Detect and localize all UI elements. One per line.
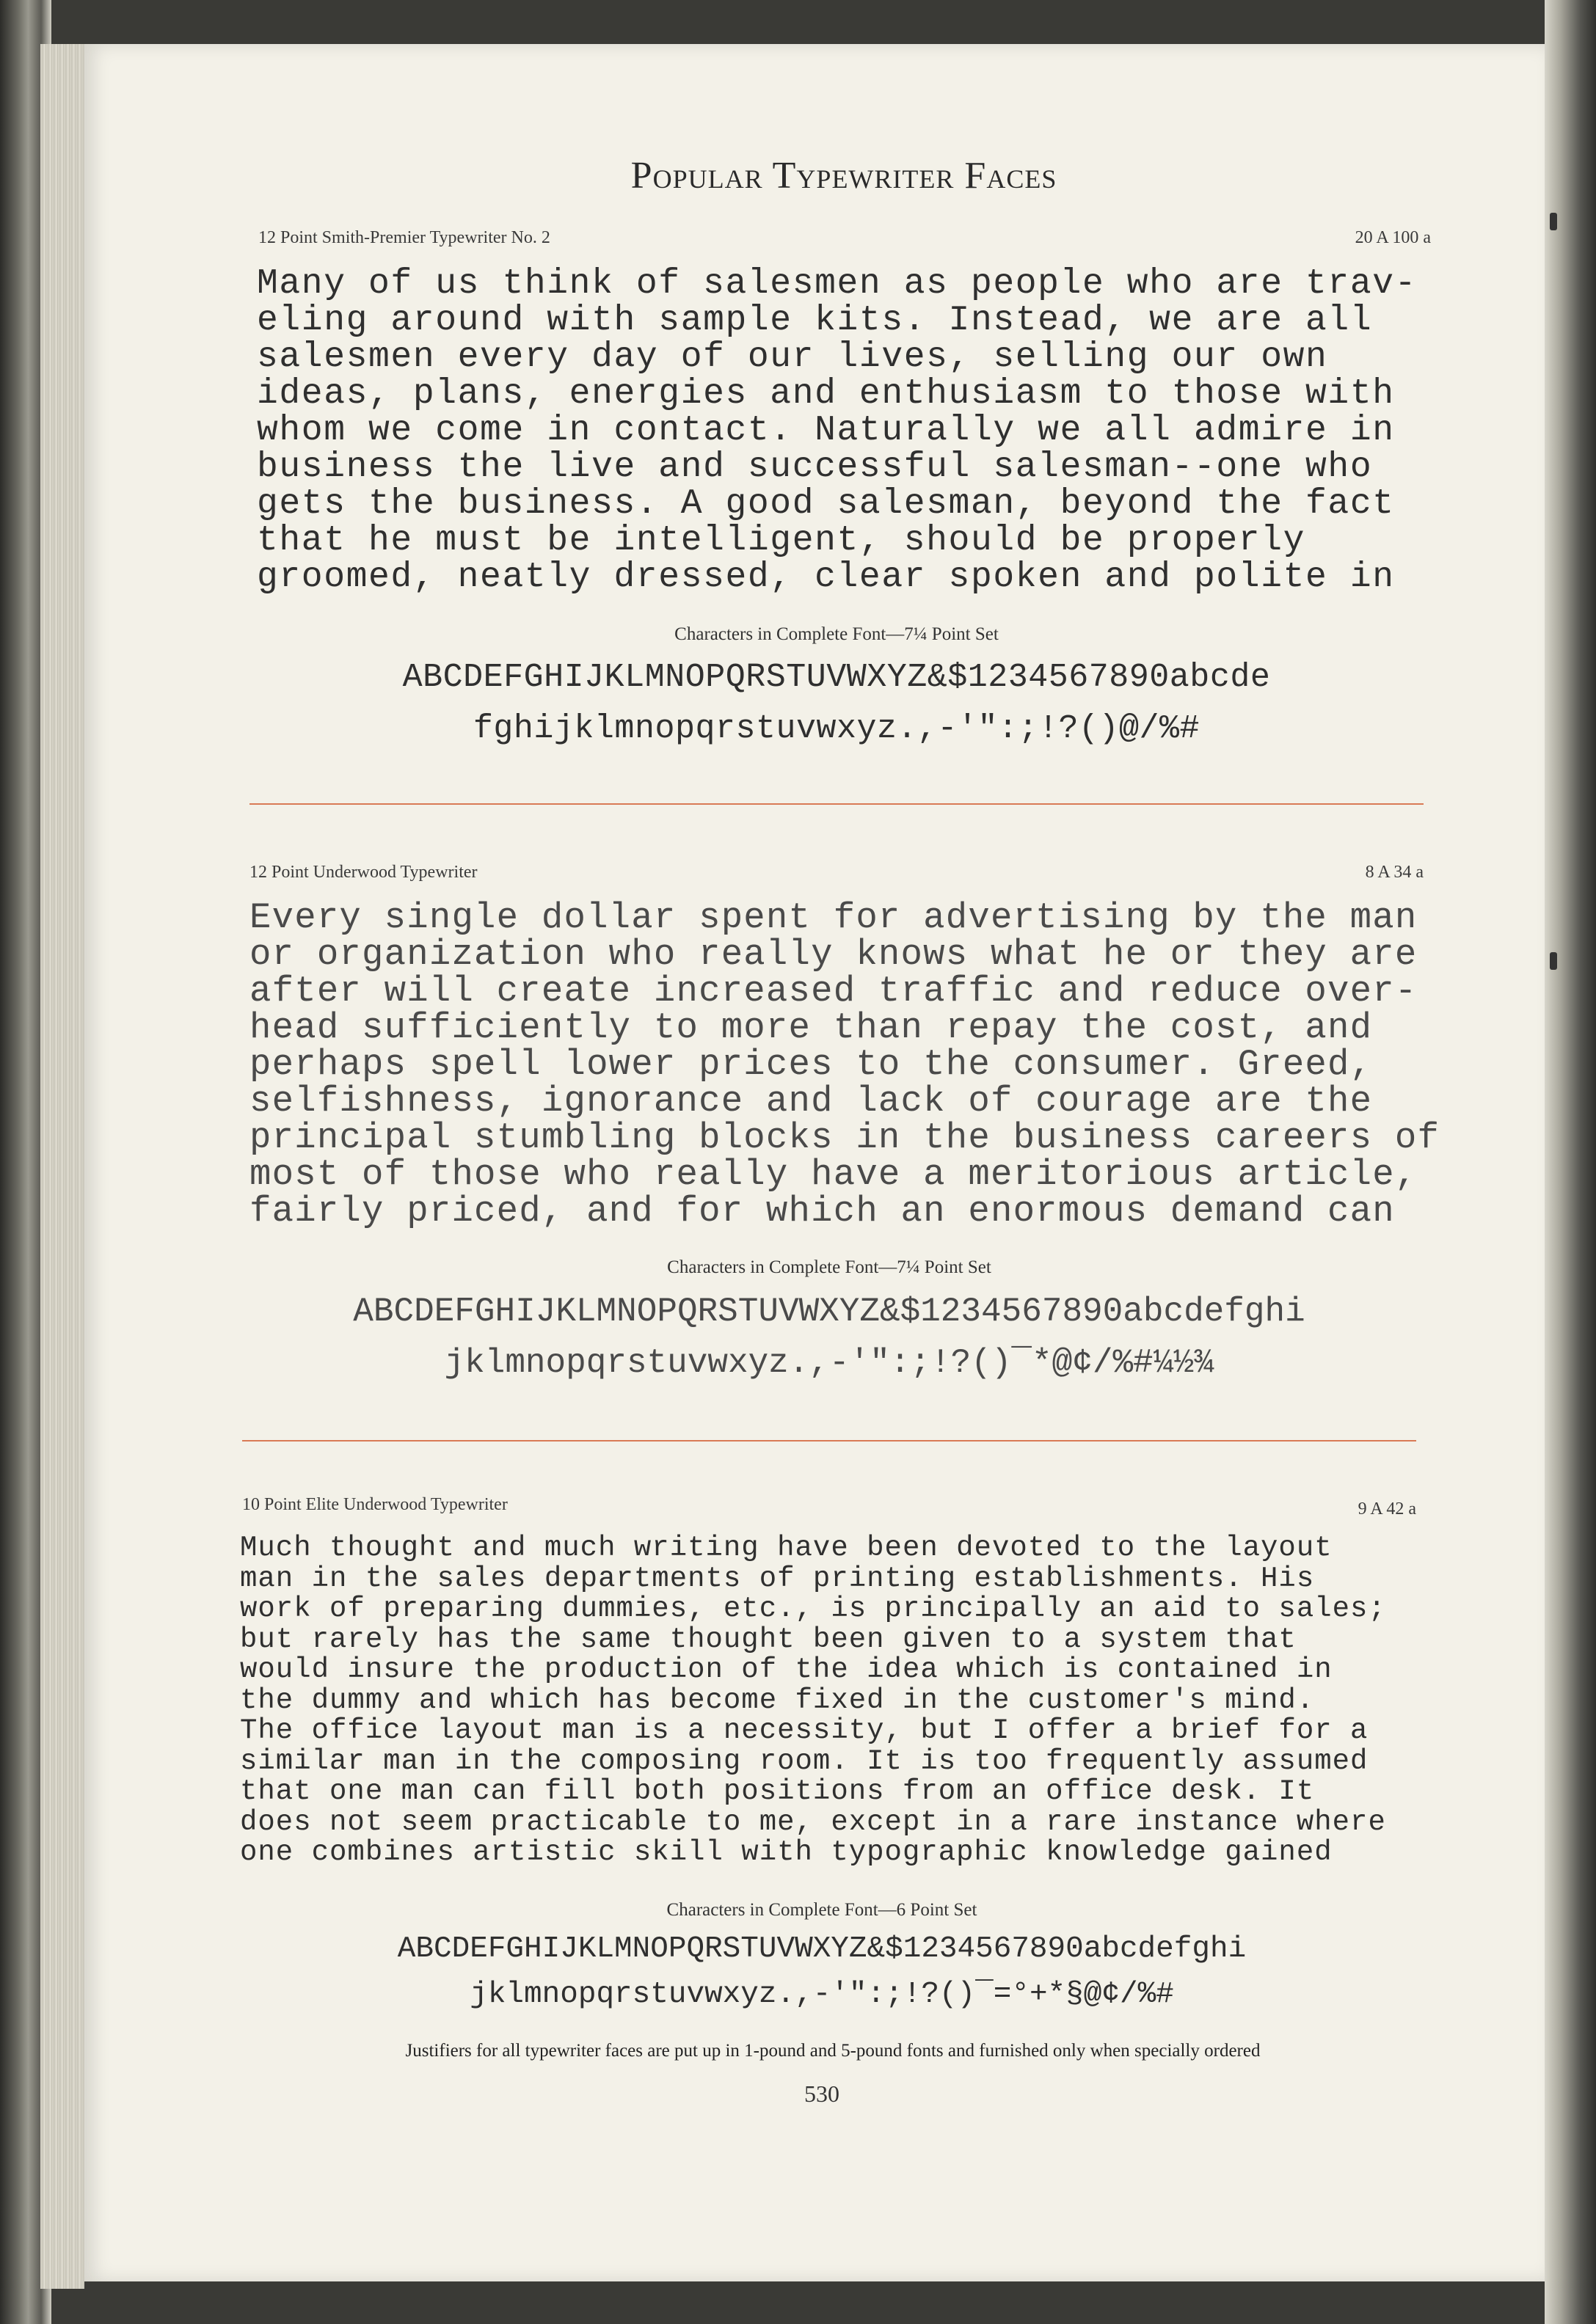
section-3-sample-text xyxy=(240,1533,1386,1868)
sample-line: groomed, neatly dressed, clear spoken and polite in xyxy=(257,558,1395,597)
sample-line: selfishness, ignorance and lack of courage are the xyxy=(249,1081,1373,1122)
sample-line: but rarely has the same thought been given to a system that xyxy=(240,1623,1297,1656)
section-2-font-sizes: 8 A 34 a xyxy=(1365,863,1424,882)
sample-line: business the live and successful salesman--one who xyxy=(257,447,1373,487)
section-3-charset-line-1: ABCDEFGHIJKLMNOPQRSTUVWXYZ&$1234567890abcdefghi xyxy=(397,1932,1247,1966)
sample-line: Every single dollar spent for advertising by the man xyxy=(249,897,1418,938)
footer-note: Justifiers for all typewriter faces are put up in 1-pound and 5-pound fonts and furnished only when specially ordered xyxy=(405,2041,1261,2061)
sample-line: fairly priced, and for which an enormous demand can xyxy=(249,1191,1395,1232)
section-1-charset-line-2: fghijklmnopqrstuvwxyz.,-'":;!?()@/%# xyxy=(473,710,1200,748)
sample-line: principal stumbling blocks in the business careers of xyxy=(249,1117,1440,1158)
sample-line: the dummy and which has become fixed in the customer's mind. xyxy=(240,1684,1315,1717)
page-title: Popular Typewriter Faces xyxy=(630,155,1057,197)
section-3-face-name: 10 Point Elite Underwood Typewriter xyxy=(242,1495,508,1514)
section-divider xyxy=(249,803,1424,805)
clip-mark xyxy=(1550,952,1557,970)
section-divider xyxy=(242,1440,1416,1441)
sample-line: most of those who really have a meritorious article, xyxy=(249,1154,1418,1195)
sample-line: eling around with sample kits. Instead, we are all xyxy=(257,301,1373,340)
section-2-charset-label: Characters in Complete Font—7¼ Point Set xyxy=(667,1257,991,1277)
sample-line: ideas, plans, energies and enthusiasm to those with xyxy=(257,374,1395,414)
sample-line: gets the business. A good salesman, beyond the fact xyxy=(257,484,1395,524)
section-1-sample-text xyxy=(257,266,1417,596)
sample-line: The office layout man is a necessity, but I offer a brief for a xyxy=(240,1714,1369,1747)
sample-line: perhaps spell lower prices to the consumer. Greed, xyxy=(249,1044,1373,1085)
page-stack-edges xyxy=(40,44,84,2289)
section-3-charset-line-2: jklmnopqrstuvwxyz.,-'":;!?()‾=°+*§@¢/%# xyxy=(470,1978,1174,2011)
sample-line: whom we come in contact. Naturally we all admire in xyxy=(257,411,1395,450)
section-2-face-name: 12 Point Underwood Typewriter xyxy=(249,863,478,882)
sample-line: work of preparing dummies, etc., is principally an aid to sales; xyxy=(240,1593,1386,1625)
sample-line: Many of us think of salesmen as people who are trav- xyxy=(257,264,1418,304)
sample-line: head sufficiently to more than repay the cost, and xyxy=(249,1007,1373,1048)
section-1-face-name: 12 Point Smith-Premier Typewriter No. 2 xyxy=(258,228,550,247)
section-2-charset-line-1: ABCDEFGHIJKLMNOPQRSTUVWXYZ&$1234567890abcdefghi xyxy=(353,1293,1305,1331)
sample-line: salesmen every day of our lives, selling our own xyxy=(257,337,1328,377)
sample-line: would insure the production of the idea which is contained in xyxy=(240,1654,1333,1686)
book-binding-right xyxy=(1545,0,1596,2324)
sample-line: that one man can fill both positions from an office desk. It xyxy=(240,1775,1315,1808)
section-3-charset-label: Characters in Complete Font—6 Point Set xyxy=(666,1900,977,1920)
sample-line: does not seem practicable to me, except in a rare instance where xyxy=(240,1805,1386,1838)
sample-line: one combines artistic skill with typographic knowledge gained xyxy=(240,1836,1333,1868)
sample-line: that he must be intelligent, should be properly xyxy=(257,521,1306,560)
sample-line: Much thought and much writing have been devoted to the layout xyxy=(240,1532,1333,1564)
sample-line: similar man in the composing room. It is too frequently assumed xyxy=(240,1744,1369,1777)
page-number: 530 xyxy=(804,2080,839,2107)
sample-line: man in the sales departments of printing establishments. His xyxy=(240,1562,1315,1595)
section-2-charset-line-2: jklmnopqrstuvwxyz.,-'":;!?()‾*@¢/%#¼½¾ xyxy=(444,1344,1214,1382)
section-1-charset-line-1: ABCDEFGHIJKLMNOPQRSTUVWXYZ&$1234567890abcde xyxy=(402,659,1271,696)
sample-line: or organization who really knows what he or they are xyxy=(249,934,1418,975)
section-1-charset-label: Characters in Complete Font—7¼ Point Set xyxy=(674,624,999,644)
section-2-sample-text xyxy=(249,897,1440,1232)
section-3-font-sizes: 9 A 42 a xyxy=(1358,1499,1416,1519)
section-1-font-sizes: 20 A 100 a xyxy=(1355,228,1431,247)
sample-line: after will create increased traffic and reduce over- xyxy=(249,971,1418,1012)
clip-mark xyxy=(1550,213,1557,230)
